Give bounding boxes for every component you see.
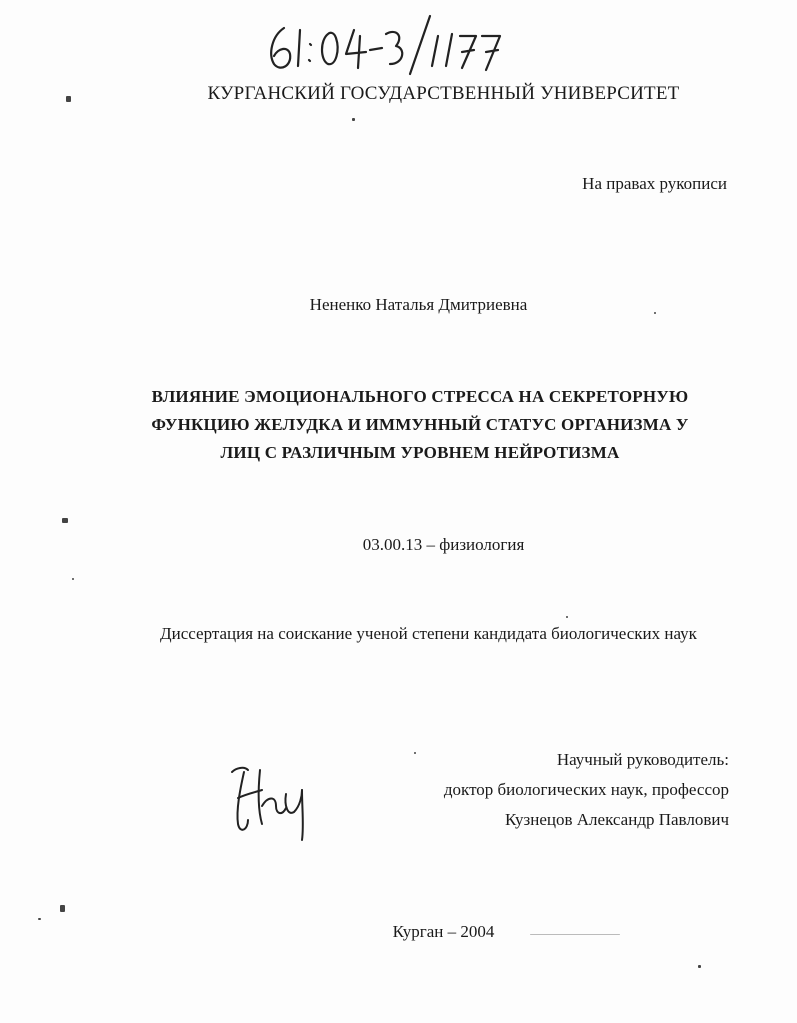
scan-speck bbox=[414, 752, 416, 754]
scan-speck bbox=[60, 905, 65, 912]
supervisor-degree: доктор биологических наук, профессор bbox=[443, 780, 729, 799]
scan-speck bbox=[72, 578, 74, 580]
scan-speck bbox=[698, 965, 701, 968]
specialty-code: 03.00.13 – физиология bbox=[362, 535, 525, 554]
university-name: КУРГАНСКИЙ ГОСУДАРСТВЕННЫЙ УНИВЕРСИТЕТ bbox=[207, 83, 680, 104]
supervisor-heading: Научный руководитель: bbox=[556, 750, 729, 769]
handwritten-archive-number bbox=[262, 10, 512, 78]
title-line: ЛИЦ С РАЗЛИЧНЫМ УРОВНЕМ НЕЙРОТИЗМА bbox=[220, 443, 620, 462]
dissertation-title bbox=[110, 383, 730, 467]
supervisor-block bbox=[444, 745, 729, 835]
scan-speck bbox=[66, 96, 71, 102]
rights-notice: На правах рукописи bbox=[582, 174, 727, 193]
scan-speck bbox=[38, 918, 41, 920]
city-year: Курган – 2004 bbox=[392, 922, 495, 941]
scan-dash-line bbox=[530, 934, 620, 935]
title-line: ФУНКЦИЮ ЖЕЛУДКА И ИММУННЫЙ СТАТУС ОРГАНИЗМА У bbox=[151, 415, 689, 434]
scan-speck bbox=[352, 118, 355, 121]
scan-speck bbox=[566, 616, 568, 618]
author-name: Нененко Наталья Дмитриевна bbox=[309, 295, 528, 314]
dissertation-degree: Диссертация на соискание ученой степени кандидата биологических наук bbox=[160, 624, 697, 643]
scan-speck bbox=[654, 312, 656, 314]
handwritten-signature bbox=[222, 750, 332, 845]
title-line: ВЛИЯНИЕ ЭМОЦИОНАЛЬНОГО СТРЕССА НА СЕКРЕТОРНУЮ bbox=[151, 387, 689, 406]
scan-speck bbox=[62, 518, 68, 523]
supervisor-name: Кузнецов Александр Павлович bbox=[504, 810, 729, 829]
